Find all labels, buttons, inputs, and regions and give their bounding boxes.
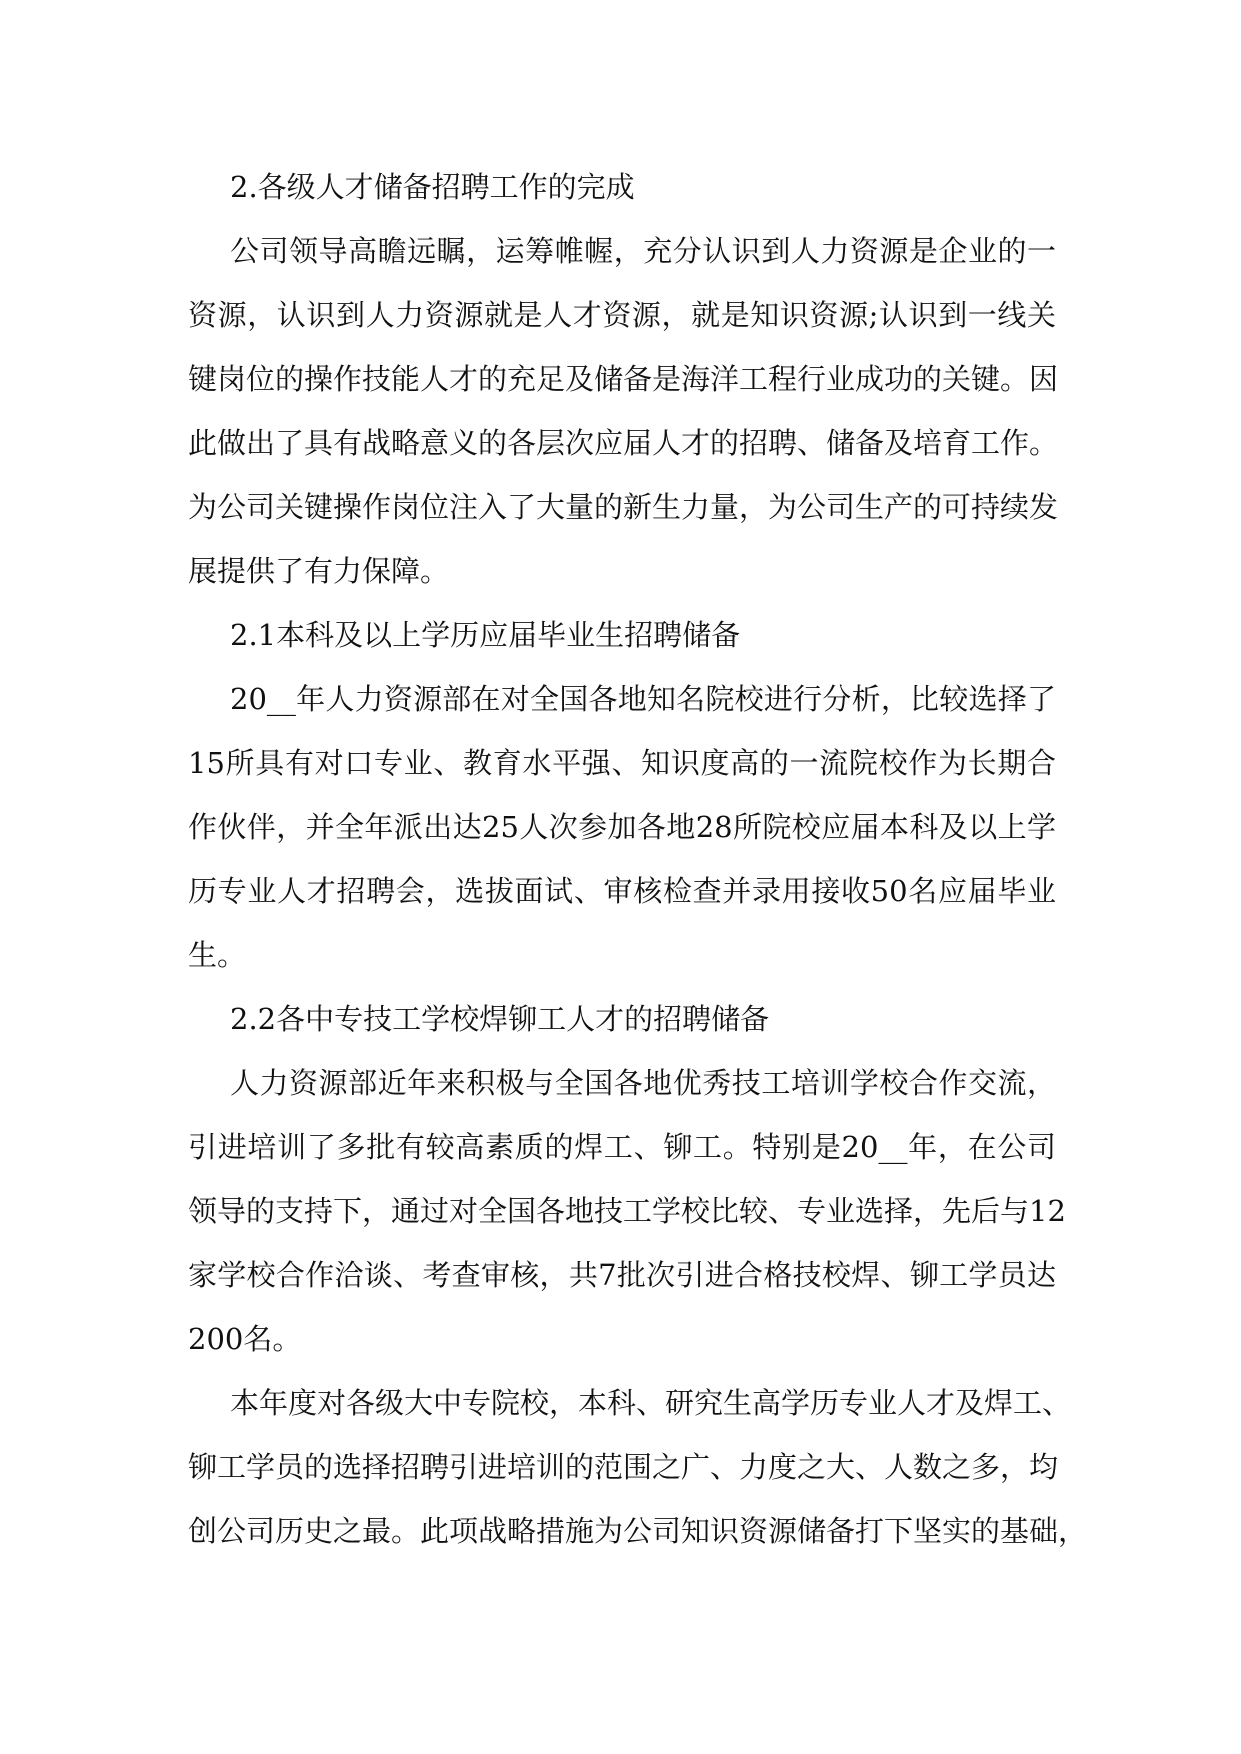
text-line: 为公司关键操作岗位注入了大量的新生力量，为公司生产的可持续发 — [188, 490, 1059, 524]
text-line: 20__年人力资源部在对全国各地知名院校进行分析，比较选择了 — [230, 682, 1056, 716]
text-line: 创公司历史之最。此项战略措施为公司知识资源储备打下坚实的基础， — [188, 1514, 1088, 1548]
text-line: 公司领导高瞻远瞩，运筹帷幄，充分认识到人力资源是企业的一 — [230, 234, 1056, 268]
text-line: 资源，认识到人力资源就是人才资源，就是知识资源;认识到一线关 — [188, 298, 1056, 332]
text-line: 领导的支持下，通过对全国各地技工学校比较、专业选择，先后与12 — [188, 1194, 1066, 1228]
text-line: 2.1本科及以上学历应届毕业生招聘储备 — [230, 618, 741, 652]
text-line: 200名。 — [188, 1322, 302, 1356]
text-line: 15所具有对口专业、教育水平强、知识度高的一流院校作为长期合 — [188, 746, 1056, 780]
text-line: 作伙伴，并全年派出达25人次参加各地28所院校应届本科及以上学 — [188, 810, 1056, 844]
text-line: 本年度对各级大中专院校，本科、研究生高学历专业人才及焊工、 — [230, 1386, 1072, 1420]
text-line: 展提供了有力保障。 — [188, 554, 450, 588]
text-line: 此做出了具有战略意义的各层次应届人才的招聘、储备及培育工作。 — [188, 426, 1059, 460]
text-line: 铆工学员的选择招聘引进培训的范围之广、力度之大、人数之多，均 — [188, 1450, 1059, 1484]
text-line: 2.各级人才储备招聘工作的完成 — [230, 170, 635, 204]
document-body — [188, 155, 1088, 1563]
text-line: 家学校合作洽谈、考查审核，共7批次引进合格技校焊、铆工学员达 — [188, 1258, 1056, 1292]
text-line: 生。 — [188, 938, 247, 972]
text-line: 引进培训了多批有较高素质的焊工、铆工。特别是20__年，在公司 — [188, 1130, 1056, 1164]
text-line: 人力资源部近年来积极与全国各地优秀技工培训学校合作交流， — [230, 1066, 1056, 1100]
text-line: 2.2各中专技工学校焊铆工人才的招聘储备 — [230, 1002, 770, 1036]
text-line: 历专业人才招聘会，选拔面试、审核检查并录用接收50名应届毕业 — [188, 874, 1056, 908]
text-line: 键岗位的操作技能人才的充足及储备是海洋工程行业成功的关键。因 — [188, 362, 1059, 396]
